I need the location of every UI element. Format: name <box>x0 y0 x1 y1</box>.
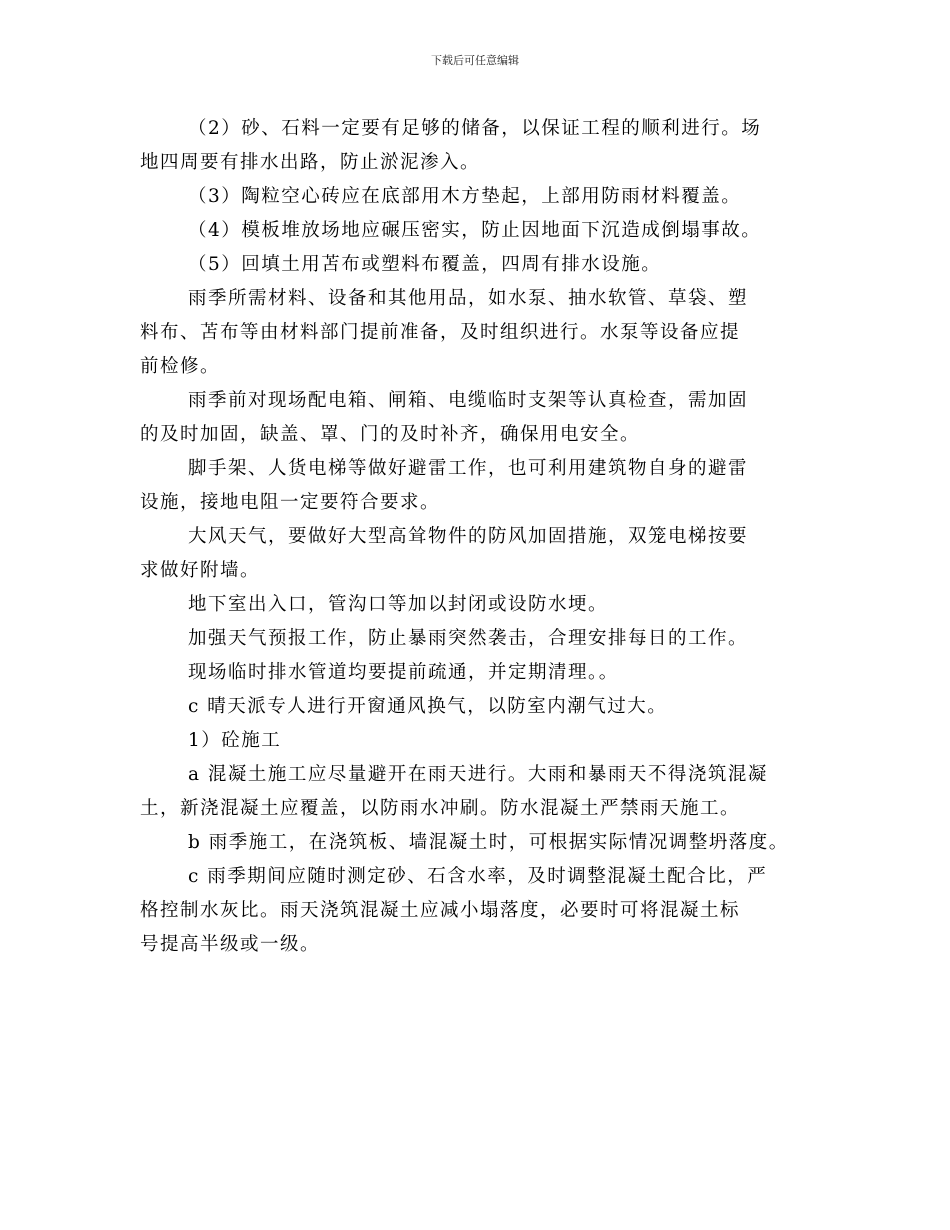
text-line: 地四周要有排水出路，防止淤泥渗入。 <box>140 152 481 173</box>
text-line: 求做好附墙。 <box>140 560 261 581</box>
text-line: 脚手架、人货电梯等做好避雷工作，也可利用建筑物自身的避雷 <box>188 458 749 479</box>
text-line: （2）砂、石料一定要有足够的储备，以保证工程的顺利进行。场 <box>188 118 762 139</box>
text-line: a 混凝土施工应尽量避开在雨天进行。大雨和暴雨天不得浇筑混凝 <box>188 764 768 785</box>
text-line: c 雨季期间应随时测定砂、石含水率，及时调整混凝土配合比，严 <box>188 866 768 887</box>
text-line: （3）陶粒空心砖应在底部用木方垫起，上部用防雨材料覆盖。 <box>188 186 742 207</box>
text-line: 现场临时排水管道均要提前疏通，并定期清理。。 <box>188 662 619 683</box>
text-line: 设施，接地电阻一定要符合要求。 <box>140 492 441 513</box>
document-body <box>140 112 810 962</box>
text-line: 加强天气预报工作，防止暴雨突然袭击，合理安排每日的工作。 <box>188 628 749 649</box>
text-line: 雨季所需材料、设备和其他用品，如水泵、抽水软管、草袋、塑 <box>188 288 749 309</box>
text-line: 的及时加固，缺盖、罩、门的及时补齐，确保用电安全。 <box>140 424 641 445</box>
text-line: 格控制水灰比。雨天浇筑混凝土应减小塌落度，必要时可将混凝土标 <box>140 900 741 921</box>
text-line: 雨季前对现场配电箱、闸箱、电缆临时支架等认真检查，需加固 <box>188 390 749 411</box>
text-line: 1）砼施工 <box>188 730 282 751</box>
text-line: （5）回填土用苫布或塑料布覆盖，四周有排水设施。 <box>188 254 662 275</box>
text-line: c 晴天派专人进行开窗通风换气，以防室内潮气过大。 <box>188 696 668 717</box>
text-line: 前检修。 <box>140 356 221 377</box>
text-line: （4）模板堆放场地应碾压密实，防止因地面下沉造成倒塌事故。 <box>188 220 762 241</box>
text-line: 地下室出入口，管沟口等加以封闭或设防水埂。 <box>188 594 609 615</box>
text-line: 料布、苫布等由材料部门提前准备，及时组织进行。水泵等设备应提 <box>140 322 741 343</box>
page-header: 下载后可任意编辑 <box>431 54 519 67</box>
text-line: b 雨季施工，在浇筑板、墙混凝土时，可根据实际情况调整坍落度。 <box>188 832 789 853</box>
text-line: 土，新浇混凝土应覆盖，以防雨水冲刷。防水混凝土严禁雨天施工。 <box>140 798 741 819</box>
text-line: 号提高半级或一级。 <box>140 934 321 955</box>
text-line: 大风天气，要做好大型高耸物件的防风加固措施，双笼电梯按要 <box>188 526 749 547</box>
